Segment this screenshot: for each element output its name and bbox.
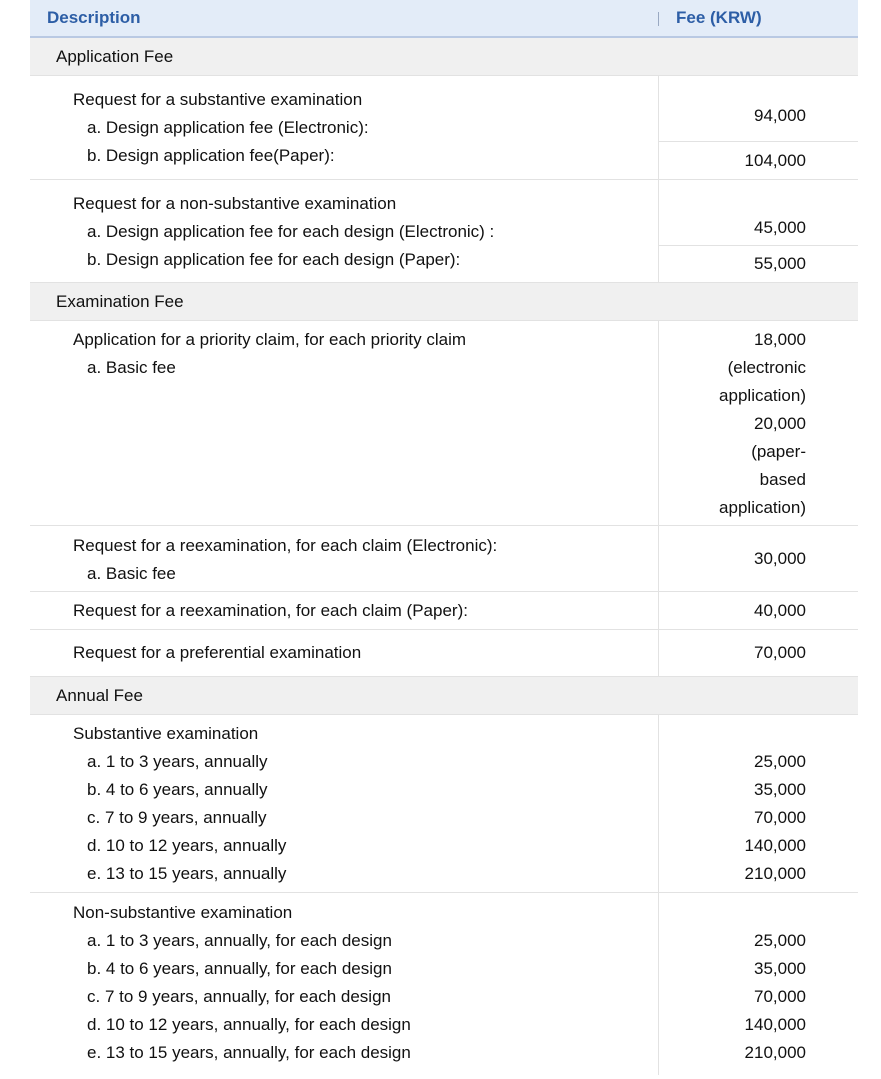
row-heading: Substantive examination	[73, 724, 259, 743]
row-item: b. 4 to 6 years, annually, for each design	[87, 959, 392, 978]
fee-value: 18,000 (electronic application) 20,000 (paper- based application)	[658, 321, 858, 525]
row-item: e. 13 to 15 years, annually	[87, 864, 287, 883]
row-item: a. Basic fee	[87, 358, 176, 377]
row-item: a. Design application fee (Electronic):	[87, 118, 369, 137]
table-header	[30, 0, 858, 38]
description-column-header: Description	[47, 8, 141, 27]
row-heading: Request for a substantive examination	[73, 90, 363, 109]
fee-value: 104,000	[744, 150, 806, 170]
fee-table	[30, 0, 858, 1075]
row-item: b. Design application fee for each design (Paper):	[87, 250, 461, 269]
fee-values: 25,000 35,000 70,000 140,000 210,000	[658, 893, 858, 1075]
section-examination-fee: Examination Fee	[30, 283, 858, 321]
row-heading: Non-substantive examination	[73, 903, 293, 922]
row-item: c. 7 to 9 years, annually	[87, 808, 267, 827]
fee-value: 70,000	[658, 630, 858, 676]
table-row	[30, 592, 858, 630]
header-divider	[658, 12, 659, 26]
table-row	[30, 630, 858, 677]
table-row	[30, 180, 858, 283]
table-row	[30, 321, 858, 526]
row-heading: Request for a reexamination, for each claim (Paper):	[73, 600, 468, 620]
table-row	[30, 526, 858, 592]
fee-value: 94,000	[659, 76, 858, 142]
section-application-fee: Application Fee	[30, 38, 858, 76]
row-item: b. 4 to 6 years, annually	[87, 780, 268, 799]
fee-column-header: Fee (KRW)	[676, 8, 762, 27]
row-item: e. 13 to 15 years, annually, for each design	[87, 1043, 411, 1062]
row-heading: Application for a priority claim, for each priority claim	[73, 330, 467, 349]
table-row	[30, 715, 858, 893]
row-item: a. 1 to 3 years, annually, for each design	[87, 931, 392, 950]
row-item: a. Design application fee for each design (Electronic) :	[87, 222, 495, 241]
table-row	[30, 76, 858, 180]
row-item: c. 7 to 9 years, annually, for each design	[87, 987, 391, 1006]
row-heading: Request for a non-substantive examination	[73, 194, 397, 213]
fee-value: 55,000	[754, 254, 806, 273]
row-item: b. Design application fee(Paper):	[87, 146, 335, 165]
fee-value: 40,000	[658, 592, 858, 629]
row-item: d. 10 to 12 years, annually, for each design	[87, 1015, 411, 1034]
fee-values: 25,000 35,000 70,000 140,000 210,000	[658, 715, 858, 892]
row-heading: Request for a reexamination, for each claim (Electronic):	[73, 536, 498, 555]
row-item: a. Basic fee	[87, 564, 176, 583]
fee-value: 45,000	[659, 180, 858, 246]
fee-value: 30,000	[658, 526, 858, 591]
table-row	[30, 893, 858, 1075]
row-item: a. 1 to 3 years, annually	[87, 752, 268, 771]
row-heading: Request for a preferential examination	[73, 643, 362, 662]
section-annual-fee: Annual Fee	[30, 677, 858, 715]
row-item: d. 10 to 12 years, annually	[87, 836, 287, 855]
